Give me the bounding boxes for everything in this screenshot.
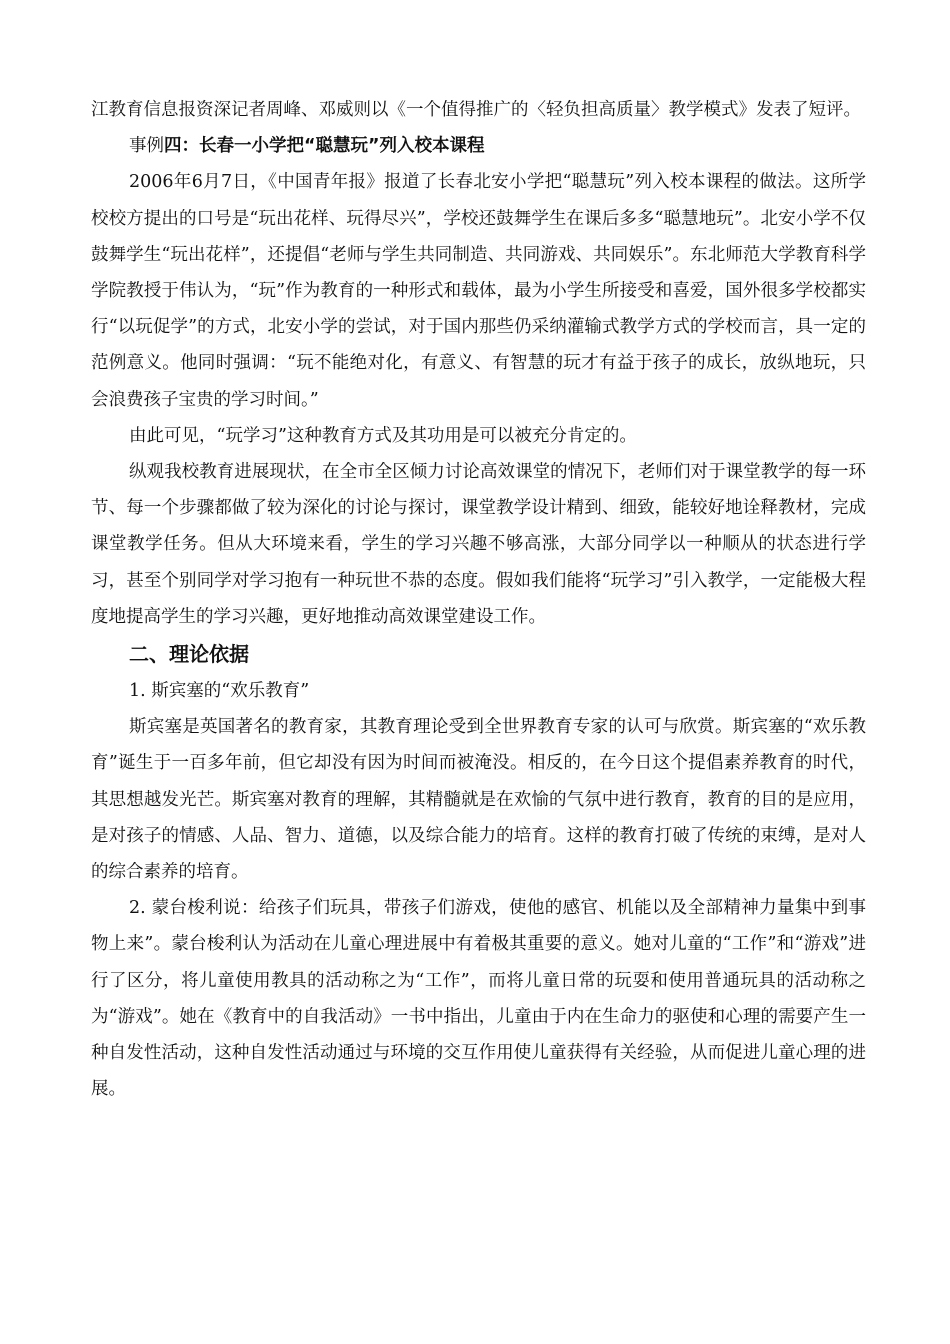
paragraph-continuation: 江教育信息报资深记者周峰、邓威则以《一个值得推广的〈轻负担高质量〉教学模式》发表了短评。 (91, 100, 861, 120)
paragraph-case-four: 2006年6月7日，《中国青年报》报道了长春北安小学把“聪慧玩”列入校本课程的做法。这所学校校方提出的口号是“玩出花样、玩得尽兴”，学校还鼓舞学生在课后多多“聪慧地玩”。北安小学不仅鼓舞学生“玩出花样”，还提倡“老师与学生共同制造、共同游戏、共同娱乐”。东北师范大学教育科学学院教授于伟认为，“玩”作为教育的一种形式和载体，最为小学生所接受和喜爱，国外很多学校都实行“以玩促学”的方式，北安小学的尝试，对于国内那些仍采纳灌输式教学方式的学校而言，具一定的范例意义。他同时强调：“玩不能绝对化，有意义、有智慧的玩才有益于孩子的成长，放纵地玩，只会浪费孩子宝贵的学习时间。” (91, 172, 866, 410)
document-body (91, 92, 866, 1107)
paragraph-school-status: 纵观我校教育进展现状，在全市全区倾力讨论高效课堂的情况下，老师们对于课堂教学的每一环节、每一个步骤都做了较为深化的讨论与探讨，课堂教学设计精到、细致，能较好地诠释教材，完成课堂教学任务。但从大环境来看，学生的学习兴趣不够高涨，大部分同学以一种顺从的状态进行学习，甚至个别同学对学习抱有一种玩世不恭的态度。假如我们能将“玩学习”引入教学，一定能极大程度地提高学生的学习兴趣，更好地推动高效课堂建设工作。 (91, 462, 866, 627)
case-four-title: 四：长春一小学把“聪慧玩”列入校本课程 (164, 136, 485, 157)
section-heading-theory: 二、理论依据 (129, 642, 249, 667)
case-four-prefix: 事例 (129, 136, 164, 157)
paragraph-conclusion: 由此可见，“玩学习”这种教育方式及其功用是可以被充分肯定的。 (129, 425, 637, 446)
paragraph-spencer: 斯宾塞是英国著名的教育家，其教育理论受到全世界教育专家的认可与欣赏。斯宾塞的“欢乐教育”诞生于一百多年前，但它却没有因为时间而被淹没。相反的，在今日这个提倡素养教育的时代，其思想越发光芒。斯宾塞对教育的理解，其精髓就是在欢愉的气氛中进行教育，教育的目的是应用，是对孩子的情感、人品、智力、道德，以及综合能力的培育。这样的教育打破了传统的束缚，是对人的综合素养的培育。 (91, 717, 866, 883)
case-four-heading (91, 128, 866, 164)
subheading-spencer: 1. 斯宾塞的“欢乐教育” (129, 681, 310, 702)
paragraph-montessori: 2. 蒙台梭利说：给孩子们玩具，带孩子们游戏，使他的感官、机能以及全部精神力量集中到事物上来”。蒙台梭利认为活动在儿童心理进展中有着极其重要的意义。她对儿童的“工作”和“游戏”进行了区分，将儿童使用教具的活动称之为“工作”，而将儿童日常的玩耍和使用普通玩具的活动称之为“游戏”。她在《教育中的自我活动》一书中指出，儿童由于内在生命力的驱使和心理的需要产生一种自发性活动，这种自发性活动通过与环境的交互作用使儿童获得有关经验，从而促进儿童心理的进展。 (91, 898, 866, 1100)
